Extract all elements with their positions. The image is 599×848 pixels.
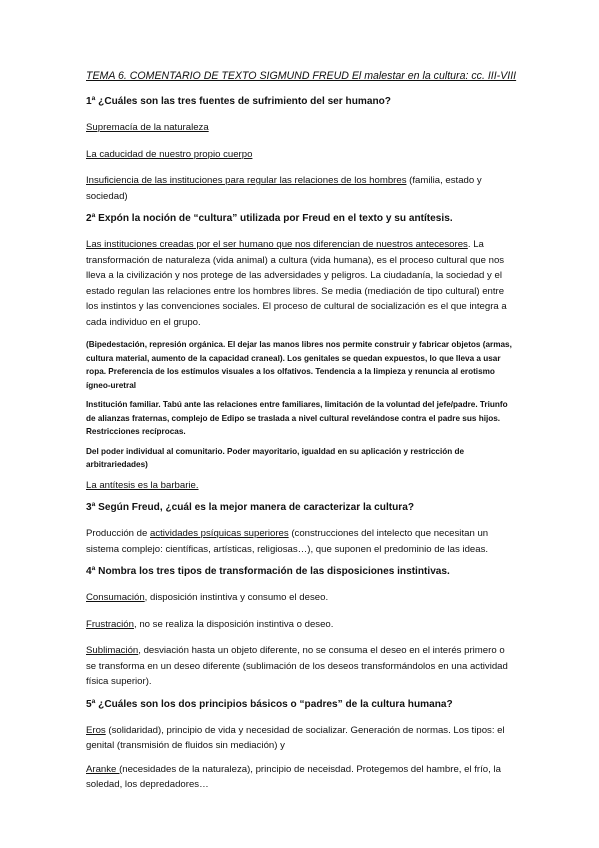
answer-1-source-3 (86, 173, 514, 204)
answer-2-paragraph (86, 237, 514, 330)
document-title: TEMA 6. COMENTARIO DE TEXTO SIGMUND FREUD El malestar en la cultura: cc. III-VIII (86, 70, 517, 82)
answer-4-consumacion (86, 590, 514, 606)
answer-3-underlined: actividades psíquicas superiores (150, 528, 289, 539)
answer-2-underlined: Las instituciones creadas por el ser humano que nos diferencian de nuestros antecesores (86, 239, 468, 250)
sublimacion-desc: , desviación hasta un objeto diferente, no se consuma el deseo en el interés primero o se transforma en un deseo diferente (sublimación de los deseos transformándolos en una actividad física superior). (86, 645, 508, 687)
question-1: 1ª ¿Cuáles son las tres fuentes de sufrimiento del ser humano? (86, 96, 391, 107)
sublimacion-term: Sublimación (86, 645, 139, 656)
question-2: 2ª Expón la noción de “cultura” utilizada por Freud en el texto y su antítesis. (86, 213, 453, 224)
answer-3-rest: (construcciones del intelecto que necesitan un sistema complejo: científicas, artísticas, religiosas…), que suponen el predominio de las ideas. (86, 528, 489, 555)
answer-1-source-1: Supremacía de la naturaleza (86, 122, 209, 133)
frustracion-desc: , no se realiza la disposición instintiva o deseo. (133, 618, 334, 630)
answer-3-pre: Producción de (86, 528, 150, 539)
source-3-underlined: Insuficiencia de las instituciones para regular las relaciones de los hombres (86, 175, 407, 186)
document-body (86, 69, 517, 801)
aranke-term: Aranke ( (86, 763, 123, 775)
consumacion-term: Consumación (86, 592, 145, 603)
answer-2-rest: . La transformación de naturaleza (vida animal) a cultura (vida humana), es el proceso cultural que nos lleva a la civilización y nos protege de las adversidades y peligros. La ciudadanía, la sociedad y el estado regulan las relaciones entre los hombres libres. Se media (mediación de tipo cultural) entre los instintos y las convenciones sociales. El proceso de cultural de socialización es el que integra a cada individuo en el grupo. (86, 239, 507, 328)
answer-5-eros (86, 723, 514, 754)
eros-term: Eros (86, 724, 106, 736)
source-3-rest: (familia, estado y sociedad) (86, 175, 482, 202)
answer-3-paragraph (86, 526, 514, 557)
answer-4-frustracion (86, 617, 514, 633)
eros-desc: (solidaridad), principio de vida y necesidad de socializar. Generación de normas. Los tipos: el genital (transmisión de fluidos sin mediación) y (86, 724, 505, 751)
note-bipedestacion: (Bipedestación, represión orgánica. El dejar las manos libres nos permite construir y fabricar objetos (armas, cultura material, aumento de la capacidad craneal). Los genitales se quedan expuestos, lo que lleva a usar ropa. Preferencia de los estímulos visuales a los olfativos. Tendencia a la limpieza y renuncia al erotismo ígneo-uretral (86, 340, 512, 390)
aranke-desc: necesidades de la naturaleza), principio de neceisdad. Protegemos del hambre, el frío, la soledad, los depredadores… (86, 763, 501, 790)
note-institucion-familiar: Institución familiar. Tabú ante las relaciones entre familiares, limitación de la voluntad del jefe/padre. Triunfo de alianzas fraternas, complejo de Edipo se traslada a nivel cultural revelándose contra el padre sus hijos. Restricciones recíprocas. (86, 400, 508, 436)
answer-4-sublimacion (86, 643, 514, 690)
consumacion-desc: , disposición instintiva y consumo el deseo. (144, 592, 329, 603)
question-4: 4ª Nombra los tres tipos de transformación de las disposiciones instintivas. (86, 566, 450, 577)
frustracion-term: Frustración (86, 618, 134, 630)
answer-1-source-2: La caducidad de nuestro propio cuerpo (86, 148, 253, 160)
question-5: 5ª ¿Cuáles son los dos principios básicos o “padres” de la cultura humana? (86, 698, 453, 710)
note-poder-comunitario: Del poder individual al comunitario. Poder mayoritario, igualdad en su aplicación y restricción de arbitrariedades) (86, 446, 465, 469)
question-3: 3ª Según Freud, ¿cuál es la mejor manera de caracterizar la cultura? (86, 502, 414, 513)
answer-5-aranke (86, 762, 514, 793)
antithesis-line: La antítesis es la barbarie. (86, 479, 199, 491)
